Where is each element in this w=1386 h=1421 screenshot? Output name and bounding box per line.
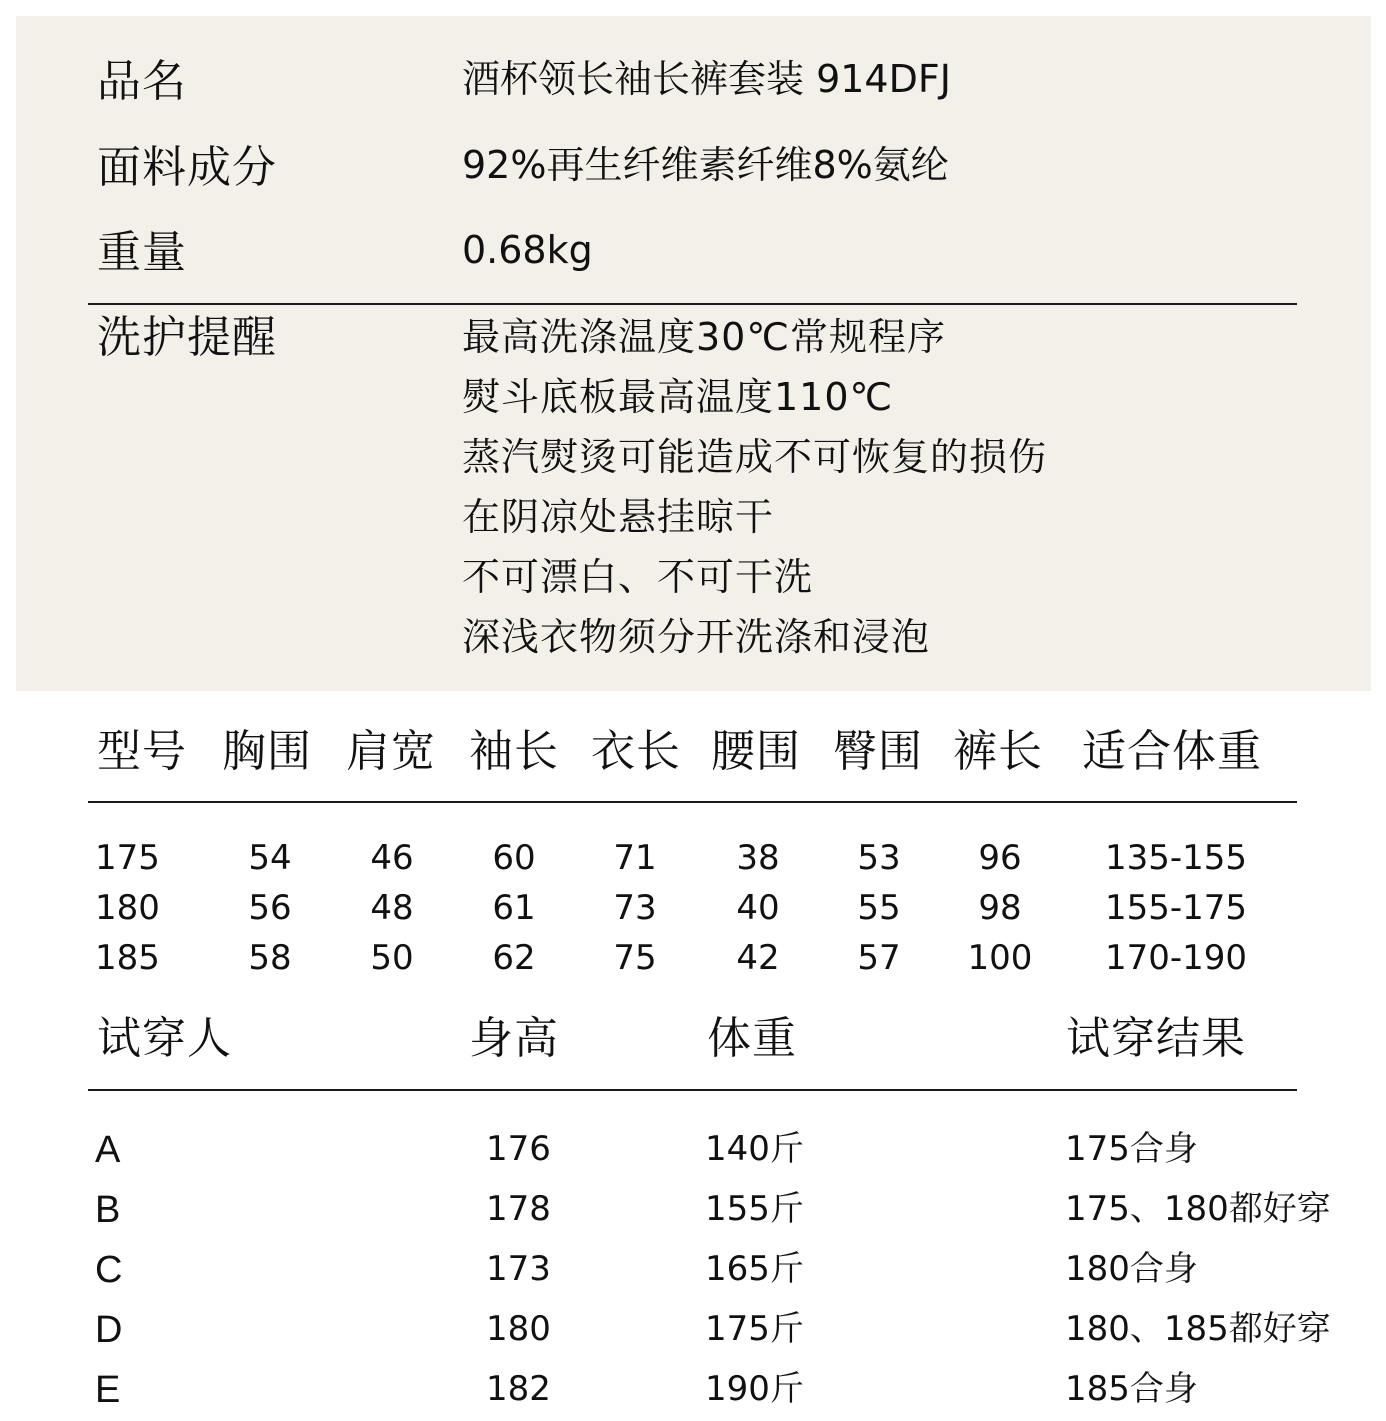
fabric-value: 92%再生纤维素纤维8%氨纶 (462, 143, 949, 187)
size-cell: 42 (736, 938, 780, 978)
wearer-height: 176 (486, 1129, 551, 1169)
size-header-sleeve: 袖长 (469, 726, 559, 777)
fabric-label: 面料成分 (97, 142, 277, 193)
size-cell: 155-175 (1104, 888, 1248, 928)
size-cell: 96 (978, 838, 1022, 878)
wearer-weight: 175斤 (705, 1309, 804, 1349)
size-cell: 73 (613, 888, 657, 928)
size-cell: 38 (736, 838, 780, 878)
wearer-name: E (95, 1369, 121, 1411)
wearer-result: 175、180都好穿 (1065, 1189, 1331, 1229)
size-cell: 48 (370, 888, 414, 928)
weight-value: 0.68kg (462, 228, 593, 272)
care-line: 最高洗涤温度30℃常规程序 (462, 315, 947, 359)
wearer-header-result: 试穿结果 (1066, 1013, 1246, 1064)
size-cell: 60 (492, 838, 536, 878)
care-line: 不可漂白、不可干洗 (462, 555, 814, 599)
size-header-fit-weight: 适合体重 (1082, 726, 1262, 777)
wearer-height: 182 (486, 1369, 551, 1409)
size-cell: 57 (857, 938, 901, 978)
size-cell: 62 (492, 938, 536, 978)
size-cell: 71 (613, 838, 657, 878)
wearer-weight: 165斤 (705, 1249, 804, 1289)
size-cell: 185 (95, 938, 160, 978)
wearer-weight: 140斤 (705, 1129, 804, 1169)
wearer-name: C (95, 1249, 123, 1291)
wearer-result: 175合身 (1065, 1129, 1198, 1169)
wearer-height: 178 (486, 1189, 551, 1229)
care-line: 深浅衣物须分开洗涤和浸泡 (462, 615, 931, 659)
info-divider (88, 303, 1297, 305)
wearer-header-weight: 体重 (707, 1013, 797, 1064)
wearer-name: B (95, 1189, 121, 1231)
size-cell: 170-190 (1104, 938, 1248, 978)
wearer-result: 185合身 (1065, 1369, 1198, 1409)
size-cell: 75 (613, 938, 657, 978)
size-cell: 135-155 (1104, 838, 1248, 878)
wearer-result: 180合身 (1065, 1249, 1198, 1289)
size-cell: 58 (248, 938, 292, 978)
wearer-table-divider (88, 1089, 1297, 1091)
size-cell: 56 (248, 888, 292, 928)
size-cell: 180 (95, 888, 160, 928)
size-table-divider (88, 801, 1297, 803)
wearer-header-height: 身高 (469, 1013, 559, 1064)
size-header-waist: 腰围 (711, 726, 801, 777)
wearer-name: A (95, 1129, 121, 1171)
product-name-value: 酒杯领长袖长裤套装 914DFJ (462, 57, 951, 101)
care-label: 洗护提醒 (97, 312, 277, 363)
size-header-model: 型号 (97, 726, 187, 777)
product-name-label: 品名 (97, 56, 187, 107)
wearer-weight: 190斤 (705, 1369, 804, 1409)
size-cell: 54 (248, 838, 292, 878)
size-cell: 46 (370, 838, 414, 878)
wearer-result: 180、185都好穿 (1065, 1309, 1331, 1349)
wearer-height: 180 (486, 1309, 551, 1349)
size-cell: 98 (978, 888, 1022, 928)
wearer-header-person: 试穿人 (97, 1013, 232, 1064)
care-line: 蒸汽熨烫可能造成不可恢复的损伤 (462, 435, 1048, 479)
size-header-hip: 臀围 (833, 726, 923, 777)
size-header-top-length: 衣长 (591, 726, 681, 777)
size-cell: 50 (370, 938, 414, 978)
size-cell: 40 (736, 888, 780, 928)
size-header-pant-length: 裤长 (953, 726, 1043, 777)
size-cell: 175 (95, 838, 160, 878)
size-header-shoulder: 肩宽 (346, 726, 436, 777)
size-cell: 61 (492, 888, 536, 928)
size-header-chest: 胸围 (222, 726, 312, 777)
size-cell: 55 (857, 888, 901, 928)
wearer-name: D (95, 1309, 123, 1351)
size-cell: 53 (857, 838, 901, 878)
wearer-weight: 155斤 (705, 1189, 804, 1229)
weight-label: 重量 (97, 227, 187, 278)
care-line: 在阴凉处悬挂晾干 (462, 495, 775, 539)
care-line: 熨斗底板最高温度110℃ (462, 375, 894, 419)
size-cell: 100 (967, 938, 1033, 978)
wearer-height: 173 (486, 1249, 551, 1289)
